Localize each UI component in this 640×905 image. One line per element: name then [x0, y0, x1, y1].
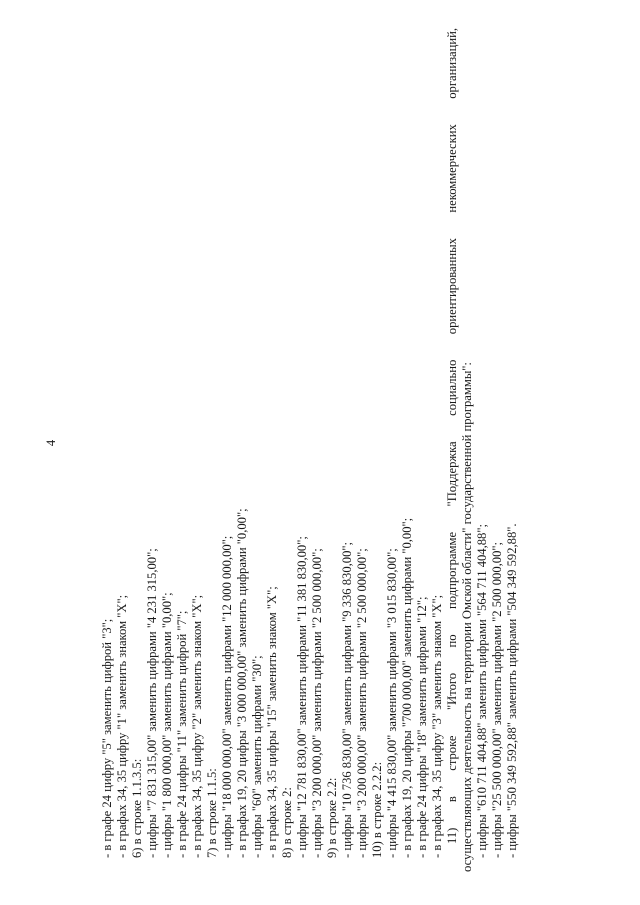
text-line: - в графах 34, 35 цифру "1" заменить знаком "X"; — [115, 594, 129, 858]
text-line: 9) в строке 2.2: — [325, 777, 339, 858]
text-line: 6) в строке 1.1.3.5: — [130, 758, 144, 858]
text-line: - в графах 19, 20 цифры "3 000 000,00" заменить цифрами "0,00"; — [235, 508, 249, 858]
text-line: 11) в строке "Итого по подпрограмме "Поддержка социально ориентированных некоммерческих организаций, — [445, 28, 459, 844]
text-line: - в графах 19, 20 цифры "700 000,00" заменить цифрами "0,00"; — [400, 517, 414, 858]
text-line: 10) в строке 2.2.2: — [370, 761, 384, 858]
text-line: - цифры "4 415 830,00" заменить цифрами "3 015 830,00"; — [385, 548, 399, 858]
rotated-text-block — [44, 28, 570, 872]
text-line: - цифры "610 711 404,88" заменить цифрами "564 711 404,88"; — [475, 524, 489, 858]
text-line: - цифры "1 800 000,00" заменить цифрами "0,00"; — [160, 592, 174, 858]
text-line: - цифры "10 736 830,00" заменить цифрами "9 336 830,00"; — [340, 541, 354, 858]
text-line: - цифры "12 781 830,00" заменить цифрами "11 381 830,00"; — [295, 536, 309, 858]
text-line: - цифры "550 349 592,88" заменить цифрами "504 349 592,88". — [505, 523, 519, 858]
text-line: - в графах 34, 35 цифру "2" заменить знаком "X"; — [190, 594, 204, 858]
page-number: 4 — [44, 439, 58, 447]
text-line: - в графах 34, 35 цифры "15" заменить знаком "X"; — [265, 586, 279, 858]
text-line: - цифры "3 200 000,00" заменить цифрами "2 500 000,00"; — [355, 548, 369, 858]
text-line: 8) в строке 2: — [280, 787, 294, 858]
text-line: - в графах 34, 35 цифру "3" заменить знаком "X"; — [430, 594, 444, 858]
text-line: - цифры "60" заменить цифрами "30"; — [250, 655, 264, 858]
text-line: осуществляющих деятельность на территории Омской области" государственной программы": — [460, 362, 474, 872]
text-line: - цифры "3 200 000,00" заменить цифрами "2 500 000,00"; — [310, 548, 324, 858]
text-line: 7) в строке 1.1.5: — [205, 768, 219, 858]
text-line: - в графе 24 цифры "11" заменить цифрой "7"; — [175, 610, 189, 858]
text-line: - цифры "25 500 000,00" заменить цифрами "2 500 000,00"; — [490, 541, 504, 858]
text-line: - в графе 24 цифру "5" заменить цифрой "3"; — [100, 618, 114, 858]
text-line: - цифры "18 000 000,00" заменить цифрами "12 000 000,00"; — [220, 535, 234, 858]
text-line: - цифры "7 831 315,00" заменить цифрами "4 231 315,00"; — [145, 548, 159, 858]
text-line: - в графе 24 цифры "18" заменить цифрами "12"; — [415, 596, 429, 858]
